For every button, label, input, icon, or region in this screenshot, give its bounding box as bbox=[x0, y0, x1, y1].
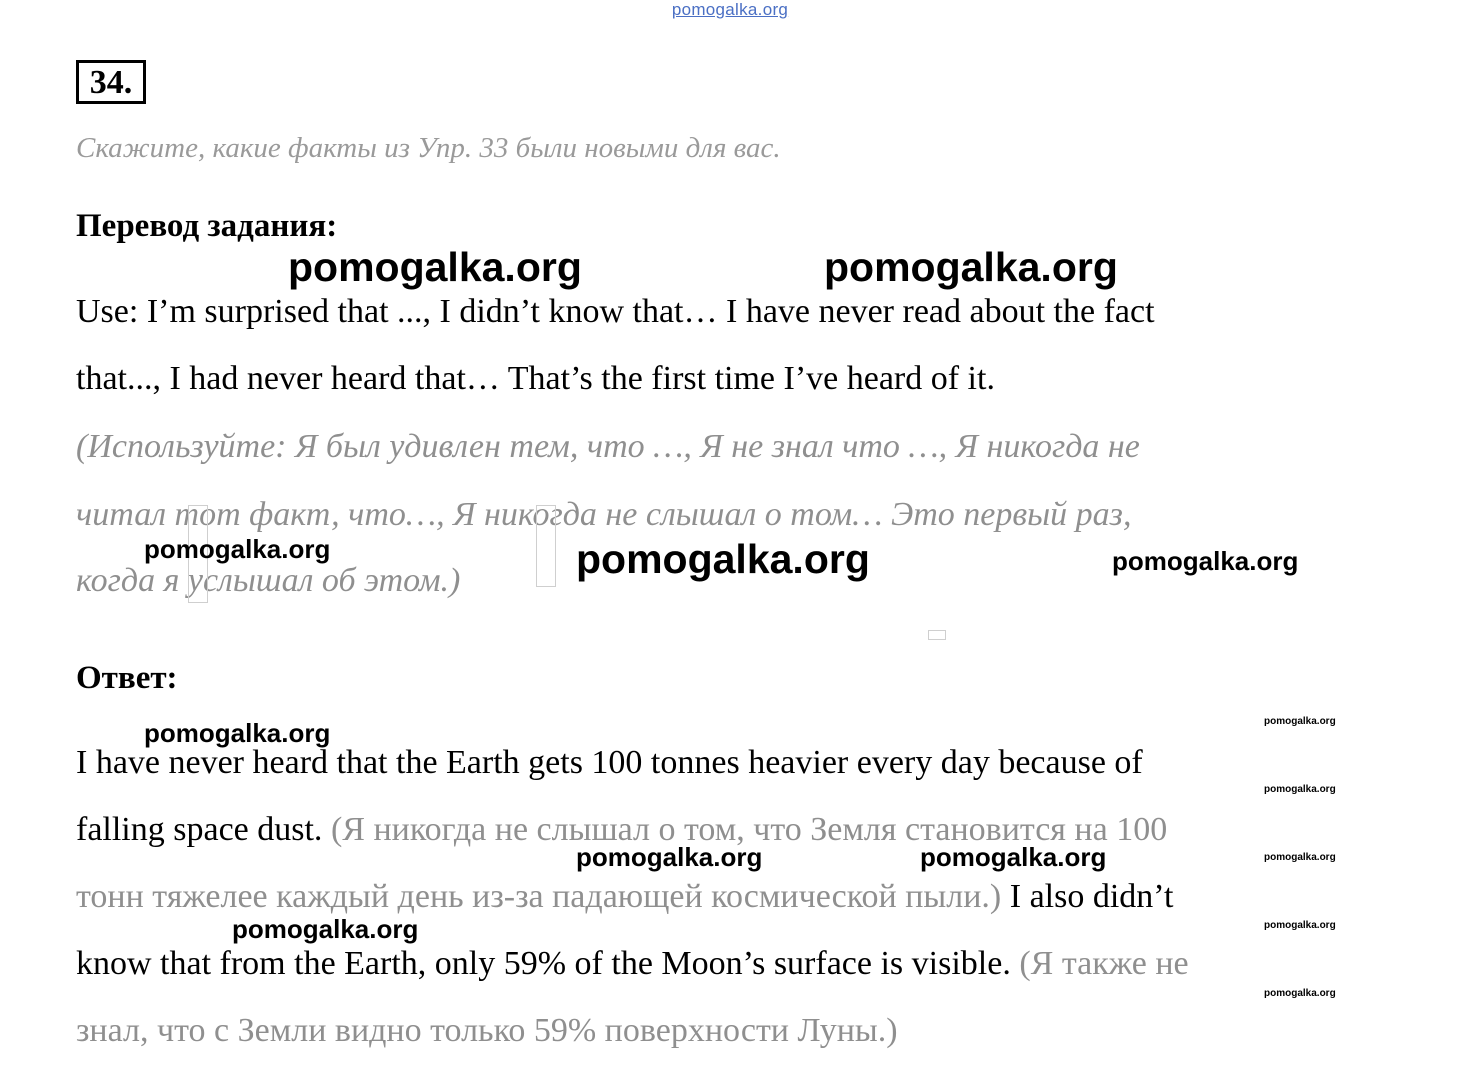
watermark: pomogalka.org bbox=[144, 718, 331, 748]
translation-ru-line-2: читал тот факт, что…, Я никогда не слышал о том… Это первый раз, bbox=[76, 496, 1132, 533]
answer-line-3-en: I also didn’t bbox=[1009, 878, 1174, 915]
answer-line-2-en: falling space dust. bbox=[76, 811, 323, 848]
watermark: pomogalka.org bbox=[232, 914, 419, 944]
watermark: pomogalka.org bbox=[288, 244, 582, 290]
answer-line-5: знал, что с Земли видно только 59% поверхности Луны.) bbox=[76, 1012, 898, 1049]
answer-line-4-en: know that from the Earth, only 59% of the Moon’s surface is visible. bbox=[76, 945, 1011, 982]
watermark: pomogalka.org bbox=[824, 244, 1118, 290]
answer-line-3 bbox=[76, 878, 1173, 916]
watermark: pomogalka.org bbox=[1112, 546, 1299, 576]
watermark: pomogalka.org bbox=[1264, 716, 1336, 727]
answer-line-4-ru: (Я также не bbox=[1019, 945, 1189, 982]
answer-line-1: I have never heard that the Earth gets 100 tonnes heavier every day because of bbox=[76, 744, 1143, 781]
translation-heading: Перевод задания: bbox=[76, 208, 338, 244]
answer-heading: Ответ: bbox=[76, 660, 178, 696]
watermark: pomogalka.org bbox=[1264, 988, 1336, 999]
top-watermark-link[interactable]: pomogalka.org bbox=[671, 0, 789, 19]
watermark: pomogalka.org bbox=[1264, 852, 1336, 863]
answer-line-3-ru: тонн тяжелее каждый день из-за падающей космической пыли.) bbox=[76, 878, 1002, 915]
translation-line-1: Use: I’m surprised that ..., I didn’t know that… I have never read about the fact bbox=[76, 293, 1155, 330]
exercise-instruction: Скажите, какие факты из Упр. 33 были новыми для вас. bbox=[76, 132, 781, 164]
watermark: pomogalka.org bbox=[576, 842, 763, 872]
answer-line-2-ru: (Я никогда не слышал о том, что Земля становится на 100 bbox=[330, 811, 1168, 848]
watermark: pomogalka.org bbox=[576, 536, 870, 582]
watermark: pomogalka.org bbox=[1264, 784, 1336, 795]
watermark: pomogalka.org bbox=[144, 534, 331, 564]
scan-artifact bbox=[928, 630, 946, 640]
watermark: pomogalka.org bbox=[920, 842, 1107, 872]
watermark: pomogalka.org bbox=[1264, 920, 1336, 931]
translation-ru-line-1: (Используйте: Я был удивлен тем, что …, Я не знал что …, Я никогда не bbox=[76, 428, 1140, 465]
translation-line-2: that..., I had never heard that… That’s the first time I’ve heard of it. bbox=[76, 360, 995, 397]
exercise-number: 34. bbox=[76, 60, 146, 104]
translation-ru-line-3: когда я услышал об этом.) bbox=[76, 562, 461, 599]
answer-line-4 bbox=[76, 945, 1189, 983]
scan-artifact bbox=[536, 505, 556, 587]
